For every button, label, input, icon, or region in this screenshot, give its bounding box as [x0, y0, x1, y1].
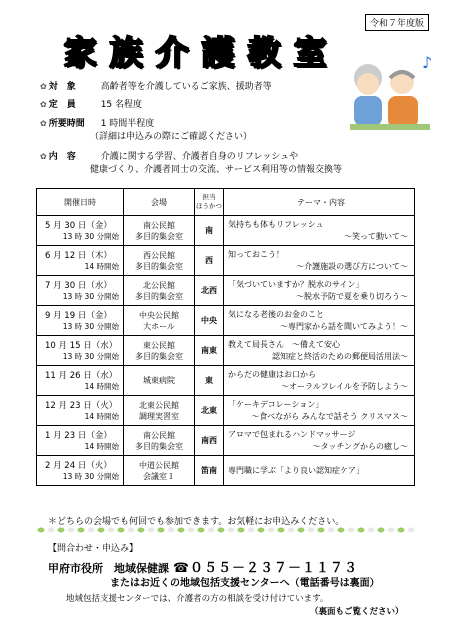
row-venue: 東公民館 多目的集会室 — [124, 336, 195, 366]
divider-dot — [298, 528, 305, 533]
see-back-note: （裏面もご覧ください） — [310, 607, 404, 617]
divider-dot — [278, 528, 285, 533]
divider-dot — [208, 528, 215, 533]
row-theme: 専門職に学ぶ「より良い認知症ケア」 — [224, 456, 415, 486]
row-theme: からだの健康はお口から ～オーラルフレイルを予防しよう～ — [224, 366, 415, 396]
row-theme: アロマで包まれるハンドマッサージ ～タッチングからの癒し～ — [224, 426, 415, 456]
table-row — [37, 336, 415, 366]
row-date: 12 月 23 日（火） 14 時開始 — [37, 396, 124, 426]
row-venue: 北東公民館 調理実習室 — [124, 396, 195, 426]
divider-dot — [78, 528, 85, 533]
dotted-divider — [36, 526, 416, 534]
title-char: 室 — [293, 32, 327, 72]
divider-dot — [268, 528, 275, 533]
row-date: 2 月 24 日（火） 13 時 30 分開始 — [37, 456, 124, 486]
divider-dot — [288, 528, 295, 533]
header-venue: 会場 — [124, 189, 195, 216]
row-date: 11 月 26 日（水） 14 時開始 — [37, 366, 124, 396]
table-row — [37, 216, 415, 246]
row-area: 西 — [195, 246, 224, 276]
divider-dot — [148, 528, 155, 533]
contact-note: 地域包括支援センターでは、介護者の方の相談を受け付けています。 — [66, 594, 329, 604]
svg-text:♪: ♪ — [422, 53, 433, 72]
row-area: 南西 — [195, 426, 224, 456]
divider-dot — [58, 528, 65, 533]
header-area: 担当 ほうかつ — [195, 189, 224, 216]
note-text: ＊どちらの会場でも何回でも参加できます。お気軽にお申込みください。 — [48, 517, 345, 527]
divider-dot — [378, 528, 385, 533]
divider-dot — [338, 528, 345, 533]
row-venue: 西公民館 多目的集会室 — [124, 246, 195, 276]
title-char: 護 — [201, 32, 235, 72]
divider-dot — [258, 528, 265, 533]
divider-dot — [198, 528, 205, 533]
row-venue: 中道公民館 会議室１ — [124, 456, 195, 486]
divider-dot — [178, 528, 185, 533]
row-venue: 中央公民館 大ホール — [124, 306, 195, 336]
info-content: ✿ 内 容 介護に関する学習、介護者自身のリフレッシュや 健康づくり、介護者同士の交流、サービス利用等の情報交換等 — [40, 152, 343, 175]
divider-dot — [238, 528, 245, 533]
divider-dot — [38, 528, 45, 533]
elderly-couple-illustration — [340, 48, 440, 138]
contact-org: 甲府市役所 地域保健課 ☎０５５－２３７－１１７３ — [48, 561, 359, 576]
divider-dot — [348, 528, 355, 533]
edition-badge: 令和７年度版 — [365, 14, 429, 31]
table-row — [37, 426, 415, 456]
header-date: 開催日時 — [37, 189, 124, 216]
divider-dot — [358, 528, 365, 533]
table-row — [37, 366, 415, 396]
row-area: 北東 — [195, 396, 224, 426]
contact-label: 【問合わせ・申込み】 — [48, 544, 139, 554]
header-theme: テーマ・内容 — [224, 189, 415, 216]
contact-phone: ☎０５５－２３７－１１７３ — [172, 561, 359, 576]
title-char: 族 — [109, 32, 143, 72]
row-venue: 城東病院 — [124, 366, 195, 396]
divider-dot — [228, 528, 235, 533]
row-theme: 知っておこう！ ～介護施設の選び方について～ — [224, 246, 415, 276]
divider-dot — [308, 528, 315, 533]
info-target: ✿ 対 象 高齢者等を介護しているご家族、援助者等 — [40, 82, 272, 92]
divider-dot — [218, 528, 225, 533]
row-theme: 「気づいていますか？脱水のサイン」 ～脱水予防で夏を乗り切ろう～ — [224, 276, 415, 306]
row-area: 南 — [195, 216, 224, 246]
divider-dot — [168, 528, 175, 533]
divider-dot — [188, 528, 195, 533]
page-title — [60, 30, 330, 70]
row-venue: 南公民館 多目的集会室 — [124, 216, 195, 246]
divider-dot — [158, 528, 165, 533]
divider-dot — [68, 528, 75, 533]
row-date: 7 月 30 日（水） 13 時 30 分開始 — [37, 276, 124, 306]
row-date: 9 月 19 日（金） 13 時 30 分開始 — [37, 306, 124, 336]
row-area: 中央 — [195, 306, 224, 336]
table-row — [37, 306, 415, 336]
row-date: 10 月 15 日（水） 13 時 30 分開始 — [37, 336, 124, 366]
row-date: 6 月 12 日（木） 14 時開始 — [37, 246, 124, 276]
row-venue: 北公民館 多目的集会室 — [124, 276, 195, 306]
row-theme: 「ケーキデコレーション」 ～食べながら みんなで話そう クリスマス～ — [224, 396, 415, 426]
title-char: 教 — [247, 32, 281, 72]
divider-dot — [48, 528, 55, 533]
info-duration: ✿ 所要時間 1 時間半程度 （詳細は申込みの際にご確認ください） — [40, 119, 253, 142]
row-area: 東 — [195, 366, 224, 396]
schedule-table — [36, 188, 415, 486]
row-theme: 気になる老後のお金のこと ～専門家から話を聞いてみよう！～ — [224, 306, 415, 336]
divider-dot — [98, 528, 105, 533]
divider-dot — [118, 528, 125, 533]
divider-dot — [368, 528, 375, 533]
divider-dot — [388, 528, 395, 533]
divider-dot — [128, 528, 135, 533]
table-row — [37, 456, 415, 486]
title-char: 介 — [155, 32, 189, 72]
row-theme: 気持ちも体もリフレッシュ ～笑って動いて～ — [224, 216, 415, 246]
table-row — [37, 246, 415, 276]
divider-dot — [318, 528, 325, 533]
row-date: 1 月 23 日（金） 14 時開始 — [37, 426, 124, 456]
table-row — [37, 396, 415, 426]
row-area: 北西 — [195, 276, 224, 306]
info-capacity: ✿ 定 員 15 名程度 — [40, 100, 143, 110]
row-area: 南東 — [195, 336, 224, 366]
divider-dot — [408, 528, 415, 533]
divider-dot — [88, 528, 95, 533]
table-header-row — [37, 189, 415, 216]
divider-dot — [248, 528, 255, 533]
divider-dot — [328, 528, 335, 533]
row-date: 5 月 30 日（金） 13 時 30 分開始 — [37, 216, 124, 246]
divider-dot — [138, 528, 145, 533]
row-area: 笛南 — [195, 456, 224, 486]
row-venue: 南公民館 多目的集会室 — [124, 426, 195, 456]
title-char: 家 — [63, 32, 97, 72]
contact-alt: またはお近くの地域包括支援センターへ（電話番号は裏面） — [110, 578, 380, 589]
divider-dot — [108, 528, 115, 533]
table-row — [37, 276, 415, 306]
row-theme: 教えて局長さん ～備えて安心 認知症と終活のための郵便局活用法～ — [224, 336, 415, 366]
divider-dot — [398, 528, 405, 533]
